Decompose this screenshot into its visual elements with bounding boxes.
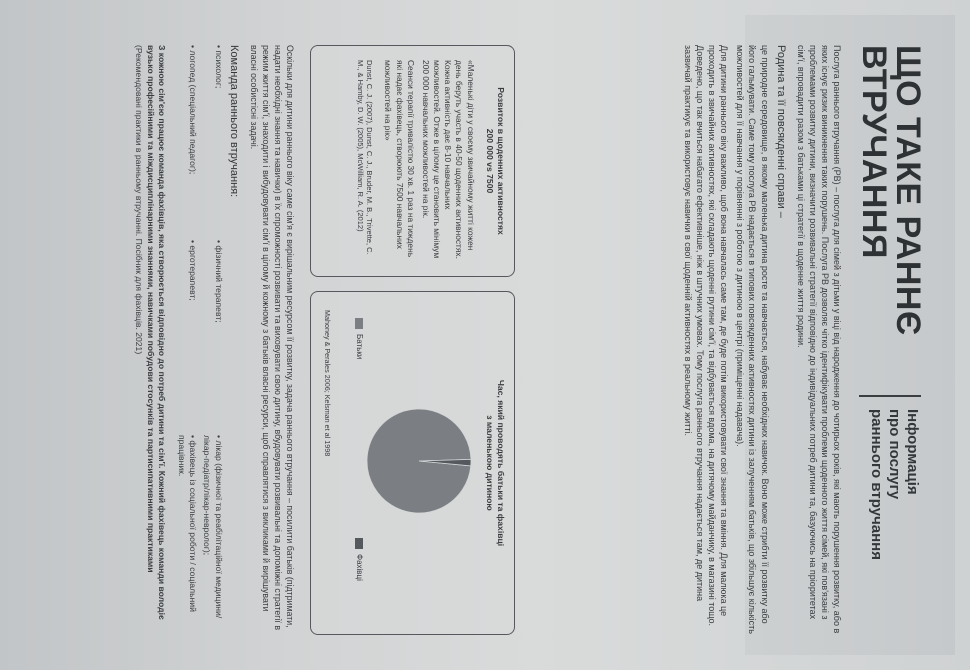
subtitle-line-3: раннього втручання — [868, 409, 885, 560]
daily-activities-heading-line-2: 200 000 vs 7500 — [484, 128, 495, 194]
leaflet-document — [15, 15, 955, 655]
team-final-paragraph — [133, 45, 168, 635]
legend-label-parents: Батьки — [355, 334, 364, 360]
pie-source: Mahoney & Perales 2006; Kelsman et al 1998 — [323, 310, 332, 457]
team-list — [173, 45, 223, 635]
title-line-2: ВТРУЧАННЯ — [855, 45, 893, 259]
pie-chart-svg — [364, 376, 474, 546]
daily-activities-quote-1: «Маленькі діти у своєму звичайному житті кожен день беруть участь в 40-50 щоденних активностях. Кожна активність дає 8-10 навчальних можливостей. Отже в цілому це становить мінімум 200 000 навчальних можливостей на рік. — [420, 60, 476, 259]
daily-activities-citation: Dunst, C. J. (2007), Dunst, C. J., Bruder, M. B., Trivette, C. M., & Hamby, D. W. (2005), McWilliam, R. A. (2012) — [355, 60, 375, 255]
time-spent-box — [310, 291, 515, 635]
page-subtitle — [867, 409, 921, 629]
daily-activities-heading-line-1: Розвиток в щоденних активностях — [496, 87, 506, 235]
legend-item-parents — [353, 318, 364, 359]
time-spent-heading — [480, 292, 514, 634]
subtitle-line-1: Інформація — [904, 409, 921, 495]
legend-label-specialists: Фахівці — [355, 554, 364, 581]
time-spent-heading-line-1: Час, який проводять батьки та фахівці — [496, 379, 506, 547]
family-paragraph-2: Для дитини раннього віку важливо, щоб вона навчалась саме там, де буде потім використовувати свої знання та вміння. Для малюка це проходить в звичайних активностях, які складають щоденні рутини сім'ї, та відбувається вдома, на дитячому майданчику, в магазині тощо. Доведено, що так вчиться набагато ефективніше, ніж в штучних умовах. Тому послуга раннього втручання надається там, де дитина зазвичай практикує та використовує навички в свої щоденній активностях в реальному житті. — [682, 45, 730, 627]
intro-paragraph: Послуга раннього втручання (РВ) – послуга для сімей з дітьми у віці від народження до чотирьох років, які мають порушення розвитку, або в яких існує ризик виникнення таких порушень. Послуга РВ дозволяє чітко ідентифікувати проблеми щоденного життя сімей, які пов'язані з проблемами розвитку дитини, визначити розвивальні стратегії відповідно до індивідуальних потреб дитини та, базуючись на пріоритетах сім'ї, впровадити разом з батьками ці стратегії в щоденне життя родини. — [795, 45, 842, 634]
leaflet-header — [855, 45, 927, 635]
subtitle-line-2: про послугу — [886, 409, 903, 500]
team-member-doctor: • лікар (фізичної та реабілітаційної медицини/ лікар-педіатр/лікар-невролог); — [200, 435, 223, 630]
family-heading: Родина та її повсякденні справи – — [775, 45, 788, 218]
team-final-source: (Рекомендовані практики в ранньому втручанні. Посібник для фахівців. 2021) — [134, 45, 145, 355]
page-title — [857, 45, 925, 375]
team-member-physical-therapist: • фізичний терапевт; — [200, 240, 223, 435]
team-heading: Команда раннього втручання: — [228, 45, 241, 198]
intro-section — [678, 45, 843, 635]
daily-activities-box — [310, 45, 515, 277]
daily-activities-text — [374, 46, 479, 276]
team-section — [129, 45, 296, 635]
title-line-1: ЩО ТАКЕ РАННЄ — [889, 45, 927, 336]
legend-swatch-specialists — [355, 538, 363, 549]
family-paragraph-1: це природне середовище, в якому маленька дитина росте та навчається, набуває необхідних навичок. Воно може стрибти її розвитку або його гальмувати. Саме тому послуга РВ надається в типових повсякденних активностях дитини із залученням батьків, що збільшує кількість можливостей для її навчання у порівнянні з роботою з дитиною в центрі (приміщенні надавача). — [735, 45, 770, 634]
team-member-social-worker: • фахівець із соціальної роботи / соціальний працівник. — [175, 435, 198, 630]
team-member-occupational-therapist: • ерготерапевт; — [175, 240, 198, 435]
info-boxes — [310, 45, 515, 635]
legend-swatch-parents — [355, 318, 363, 329]
time-spent-heading-line-2: з маленькою дитиною — [484, 415, 495, 511]
daily-activities-heading — [480, 46, 514, 276]
header-divider — [859, 395, 921, 397]
team-final-bold: З кожною сім'єю працює команда фахівців, яка створюється відповідно до потреб дитини та сім'ї. Кожний фахівець команди володіє вузько професійними та міждисциплінарними знаннями, навичками побудови стосунків та партисипативними практиками — [145, 45, 168, 620]
team-member-psychologist: • психолог; — [200, 45, 223, 240]
team-member-speech-therapist: • логопед (спеціальний педагог); — [175, 45, 198, 240]
legend-item-specialists — [353, 538, 364, 581]
daily-activities-quote-2: Сеанси терапії тривалістю 30 хв. 1 раз на тиждень які надає фахівець, створюють 7500 навчальних можливостей на рік» — [383, 60, 416, 258]
pie-chart — [361, 376, 474, 546]
family-resource-paragraph: Оскільки для дитини раннього віку саме сім'я є вирішальним ресурсом її розвитку, задача раннього втручання – посилити батьків (підтримати, надати необхідні знання та навички) в їх спроможності розвивати та виховувати свою дитину, вбудовувати розвивальні та допоміжні стратегії в режим життя сім'ї, знаходити і вибудовувати сім'ї в цілому й кожному з батьків власні ресурси, щоб справлятися з викликами й вирішувати власні особистісні задачі. — [249, 45, 295, 630]
